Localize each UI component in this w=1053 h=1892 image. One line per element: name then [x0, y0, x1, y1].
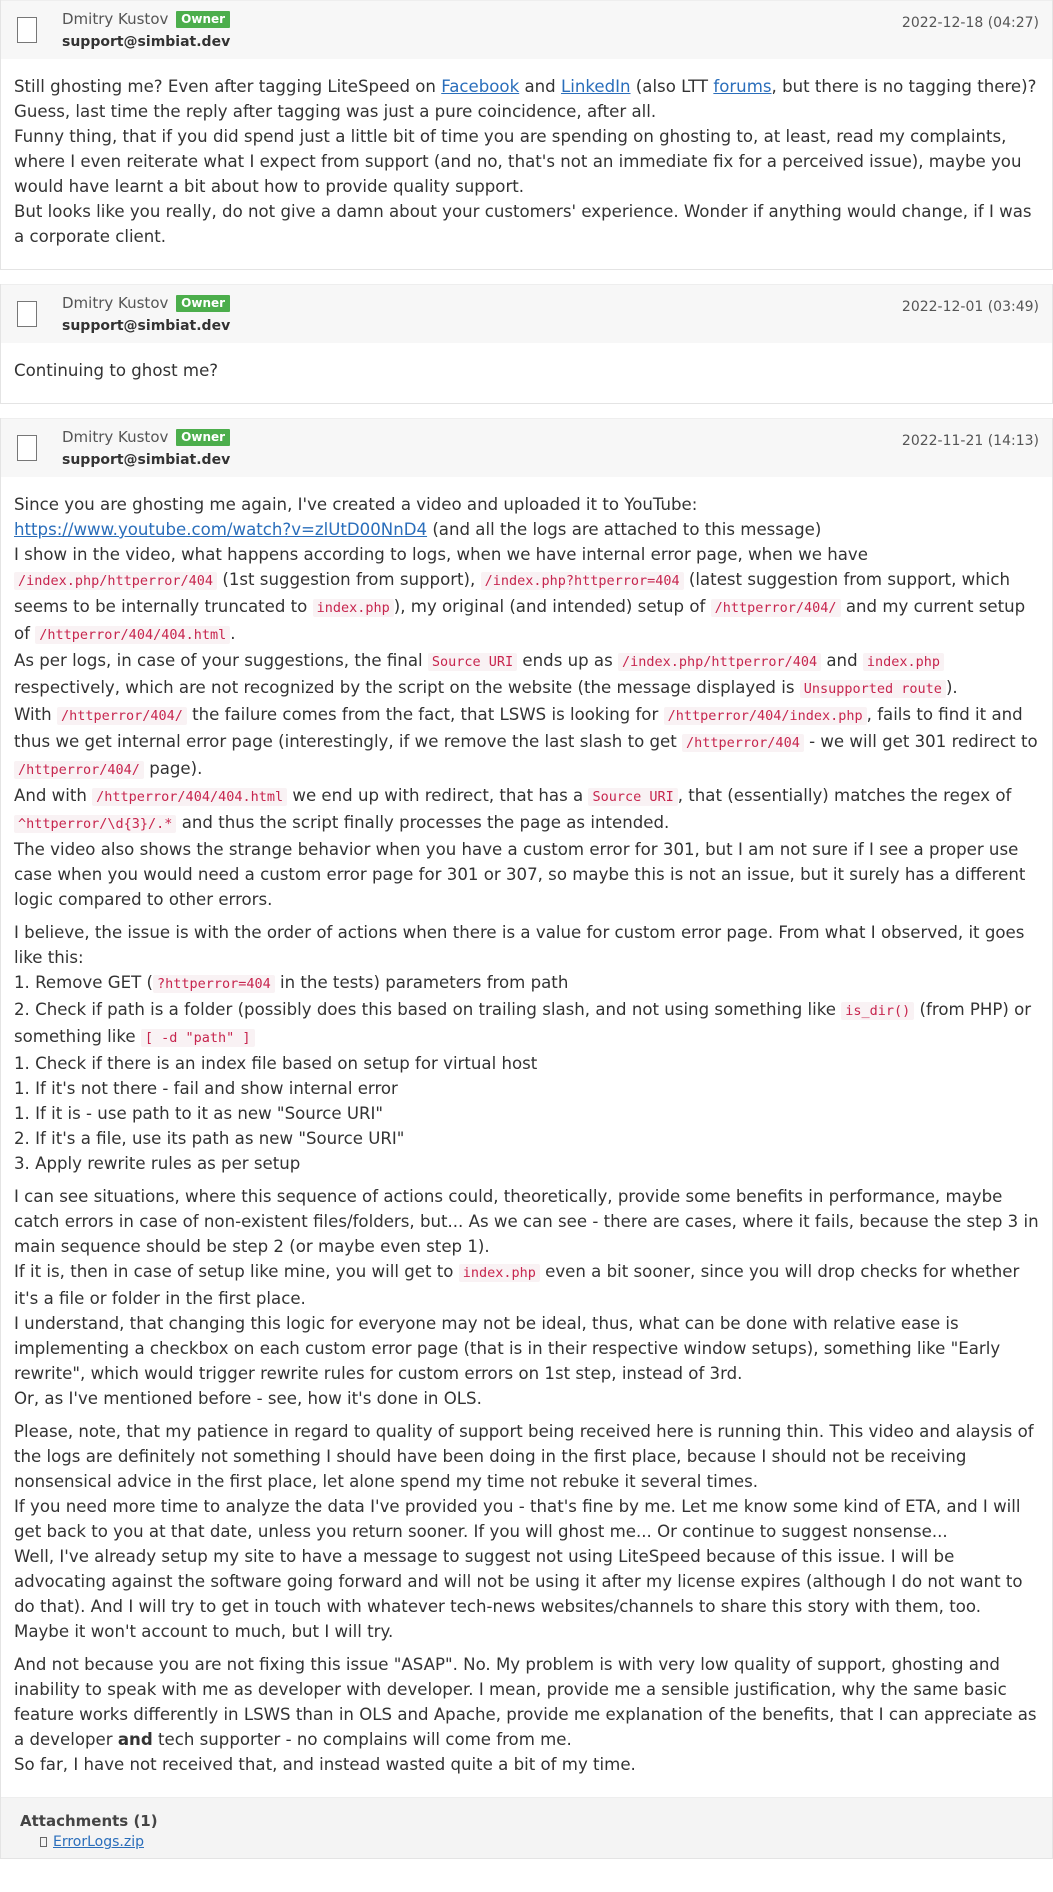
list-item: 2. If it's a file, use its path as new "Source URI": [14, 1129, 405, 1148]
youtube-link[interactable]: https://www.youtube.com/watch?v=zlUtD00NnD4: [14, 520, 428, 539]
inline-code: [ -d "path" ]: [141, 1029, 255, 1047]
author-name: Dmitry Kustov: [62, 10, 169, 28]
list-item: 1. Remove GET ( ?httperror=404 in the tests) parameters from path: [14, 973, 569, 992]
paragraph: I show in the video, what happens according to logs, when we have internal error page, when we have /index.php/httperror/404 (1st suggestion from support), /index.php?httperror=404 (latest suggestion from support, which seems to be internally truncated to index.php ), my original (and intended) setup of /httperror/404/ and my current setup of /httperror/404/404.html .: [14, 545, 1026, 643]
inline-code: is_dir(): [841, 1002, 914, 1020]
message-body: [1, 477, 1052, 1797]
attachment-link[interactable]: ErrorLogs.zip: [53, 1834, 144, 1850]
inline-code: /httperror/404/: [711, 599, 841, 617]
inline-code: index.php: [863, 653, 944, 671]
message: [0, 0, 1053, 270]
message-date: 2022-12-18 (04:27): [901, 15, 1039, 31]
paragraph: Still ghosting me? Even after tagging LiteSpeed on Facebook and LinkedIn (also LTT forums, but there is no tagging there)? Guess, last time the reply after tagging was just a pure coincidence, after all.: [14, 77, 1037, 121]
owner-badge: Owner: [176, 11, 230, 28]
attachments-section: [1, 1797, 1052, 1858]
paragraph: If you need more time to analyze the data I've provided you - that's fine by me. Let me know some kind of ETA, and I will get back to you at that date, unless you return sooner. If you will ghost me... Or continue to suggest nonsense...: [14, 1497, 1021, 1541]
paragraph: The video also shows the strange behavior when you have a custom error for 301, but I am not sure if I see a proper use case when you would need a custom error page for 301 or 307, so maybe this is not an issue, but it surely has a different logic compared to other errors.: [14, 840, 1026, 909]
inline-code: /httperror/404/: [14, 761, 144, 779]
paragraph: Please, note, that my patience in regard to quality of support being received here is running thin. This video and alaysis of the logs are definitely not something I should have been doing in the first place, because I should not be receiving nonsensical advice in the first place, let alone spend my time not rebuke it several times.: [14, 1422, 1034, 1491]
paragraph: Since you are ghosting me again, I've created a video and uploaded it to YouTube:: [14, 495, 698, 514]
author-name: Dmitry Kustov: [62, 294, 169, 312]
avatar: [17, 435, 37, 461]
author-email: support@simbiat.dev: [62, 34, 231, 50]
paragraph: And with /httperror/404/404.html we end up with redirect, that has a Source URI , that (essentially) matches the regex of ^httperror/\d{3}/.* and thus the script finally processes the page as intended.: [14, 786, 1012, 832]
message: [0, 418, 1053, 1859]
paragraph: I believe, the issue is with the order of actions when there is a value for custom error page. From what I observed, it goes like this:: [14, 923, 1025, 967]
paragraph: I understand, that changing this logic for everyone may not be ideal, thus, what can be done with relative ease is implementing a checkbox on each custom error page (that is in their respective window setups), something like "Early rewrite", which would trigger rewrite rules for custom errors on 1st step, instead of 3rd.: [14, 1314, 1001, 1383]
list-item: 1. Check if there is an index file based on setup for virtual host: [14, 1054, 538, 1073]
forums-link[interactable]: forums: [713, 77, 772, 96]
paragraph: As per logs, in case of your suggestions, the final Source URI ends up as /index.php/httperror/404 and index.php respectively, which are not recognized by the script on the website (the message displayed is Unsupported route ).: [14, 651, 958, 697]
message-header: [1, 418, 1052, 477]
inline-code: /httperror/404/index.php: [664, 707, 867, 725]
message: [0, 284, 1053, 404]
paragraph: If it is, then in case of setup like mine, you will get to index.php even a bit sooner, since you will drop checks for whether it's a file or folder in the first place.: [14, 1262, 1020, 1308]
inline-code: /index.php/httperror/404: [14, 572, 217, 590]
avatar: [17, 17, 37, 43]
list-item: 1. If it's not there - fail and show internal error: [14, 1079, 398, 1098]
inline-code: Source URI: [588, 788, 677, 806]
paragraph: https://www.youtube.com/watch?v=zlUtD00NnD4 (and all the logs are attached to this message): [14, 520, 822, 539]
message-date: 2022-12-01 (03:49): [901, 299, 1039, 315]
inline-code: /index.php/httperror/404: [618, 653, 821, 671]
message-body: [1, 343, 1052, 403]
file-icon: [40, 1837, 47, 1847]
owner-badge: Owner: [176, 429, 230, 446]
message-header: [1, 284, 1052, 343]
author-name: Dmitry Kustov: [62, 428, 169, 446]
paragraph: But looks like you really, do not give a damn about your customers' experience. Wonder if anything would change, if I was a corporate client.: [14, 202, 1032, 246]
inline-code: ^httperror/\d{3}/.*: [14, 815, 176, 833]
paragraph: Funny thing, that if you did spend just a little bit of time you are spending on ghosting to, at least, read my complaints, where I even reiterate what I expect from support (and no, that's not an immediate fix for a perceived issue), maybe you would have learnt a bit about how to provide quality support.: [14, 127, 1022, 196]
facebook-link[interactable]: Facebook: [441, 77, 520, 96]
inline-code: /httperror/404/404.html: [92, 788, 287, 806]
inline-code: ?httperror=404: [153, 975, 275, 993]
author-line: [62, 428, 230, 446]
inline-code: /httperror/404/: [57, 707, 187, 725]
message-header: [1, 0, 1052, 59]
paragraph: So far, I have not received that, and instead wasted quite a bit of my time.: [14, 1755, 636, 1774]
list-item: 1. If it is - use path to it as new "Source URI": [14, 1104, 384, 1123]
author-line: [62, 294, 230, 312]
inline-code: /index.php?httperror=404: [481, 572, 684, 590]
list-item: 2. Check if path is a folder (possibly does this based on trailing slash, and not using something like is_dir() (from PHP) or something like [ -d "path" ]: [14, 1000, 1032, 1046]
attachment-item: [20, 1834, 1033, 1850]
paragraph: With /httperror/404/ the failure comes from the fact, that LSWS is looking for /httperror/404/index.php , fails to find it and thus we get internal error page (interestingly, if we remove the last slash to get /httperror/404 - we will get 301 redirect to /httperror/404/ page).: [14, 705, 1038, 778]
author-line: [62, 10, 230, 28]
owner-badge: Owner: [176, 295, 230, 312]
message-date: 2022-11-21 (14:13): [901, 433, 1039, 449]
author-email: support@simbiat.dev: [62, 318, 231, 334]
attachments-title: Attachments (1): [20, 1812, 158, 1830]
inline-code: /httperror/404/404.html: [35, 626, 230, 644]
inline-code: index.php: [459, 1264, 540, 1282]
paragraph: I can see situations, where this sequence of actions could, theoretically, provide some benefits in performance, maybe catch errors in case of non-existent files/folders, but... As we can see - there are cases, where it fails, because the step 3 in main sequence should be step 2 (or maybe even step 1).: [14, 1187, 1039, 1256]
paragraph: Continuing to ghost me?: [14, 361, 219, 380]
inline-code: index.php: [313, 599, 394, 617]
inline-code: Source URI: [428, 653, 517, 671]
inline-code: Unsupported route: [800, 680, 946, 698]
message-body: [1, 59, 1052, 269]
avatar: [17, 301, 37, 327]
paragraph: And not because you are not fixing this issue "ASAP". No. My problem is with very low quality of support, ghosting and inability to speak with me as developer with developer. I mean, provide me a sensible justification, why the same basic feature works differently in LSWS than in OLS and Apache, provide me explanation of the benefits, that I can appreciate as a developer and tech supporter - no complains will come from me.: [14, 1655, 1037, 1749]
paragraph: Or, as I've mentioned before - see, how it's done in OLS.: [14, 1389, 482, 1408]
inline-code: /httperror/404: [682, 734, 804, 752]
linkedin-link[interactable]: LinkedIn: [560, 77, 631, 96]
list-item: 3. Apply rewrite rules as per setup: [14, 1154, 301, 1173]
author-email: support@simbiat.dev: [62, 452, 231, 468]
paragraph: Well, I've already setup my site to have a message to suggest not using LiteSpeed because of this issue. I will be advocating against the software going forward and will not be using it after my license expires (although I do not want to do that). And I will try to get in touch with whatever tech-news websites/channels to share this story with them, too. Maybe it won't account to much, but I will try.: [14, 1547, 1023, 1641]
